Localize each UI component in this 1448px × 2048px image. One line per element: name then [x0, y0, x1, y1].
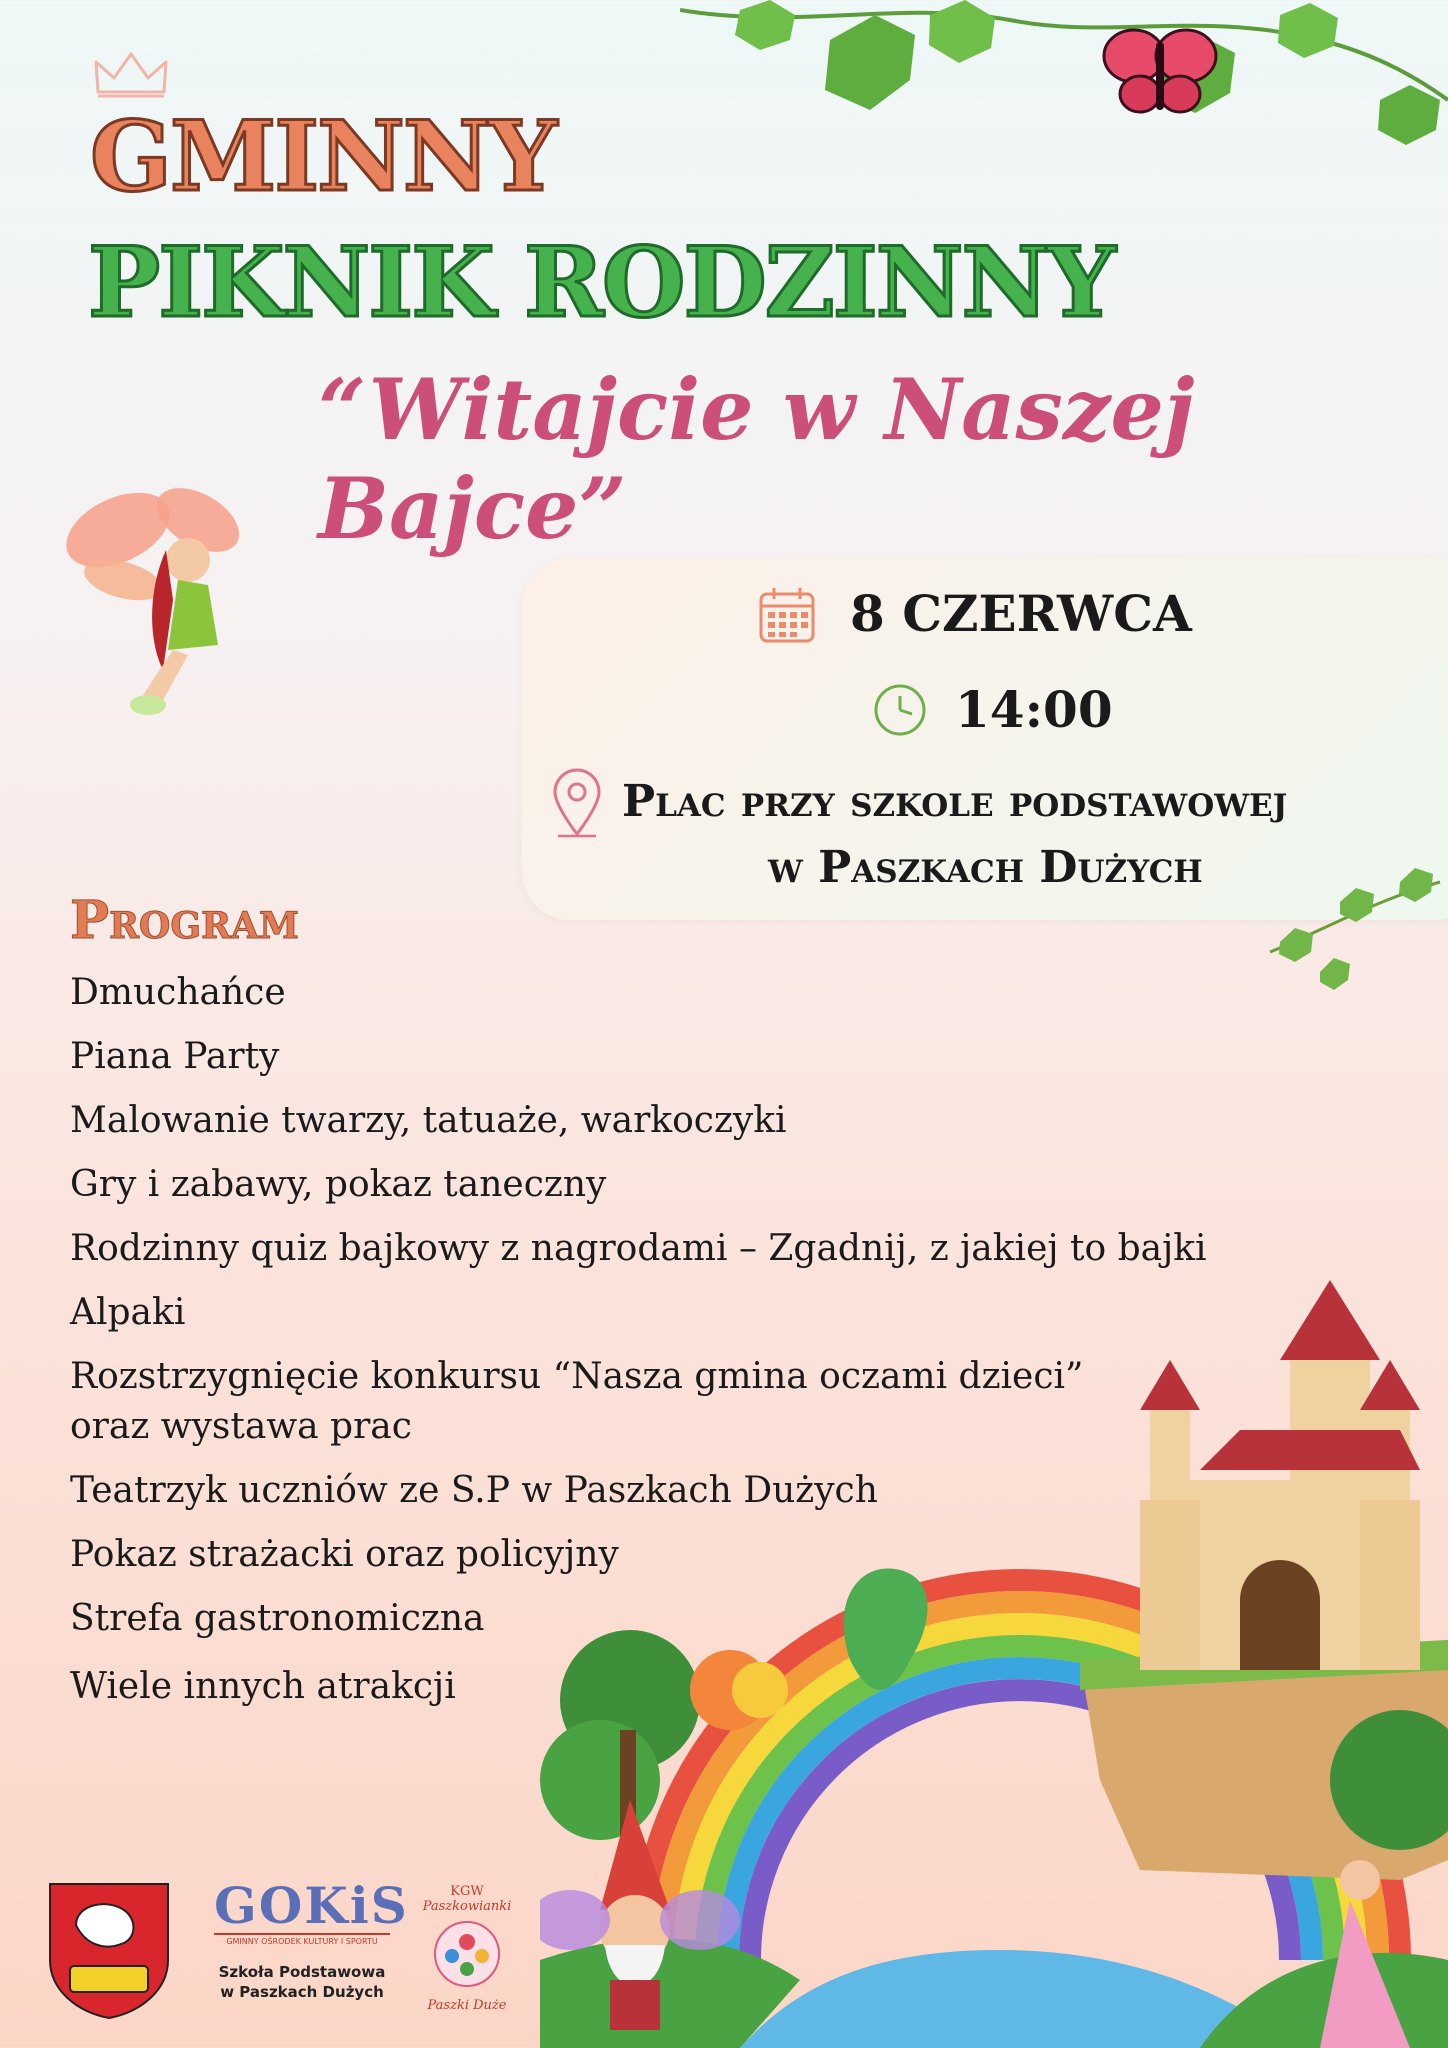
list-item: Pokaz strażacki oraz policyjny	[70, 1534, 619, 1575]
program-heading: Program	[70, 890, 299, 951]
coat-of-arms-logo	[46, 1880, 172, 2020]
school-name: Szkoła Podstawowa w Paszkach Dużych	[218, 1963, 386, 2001]
kgw-logo-name: Paszkowianki	[422, 1899, 512, 1914]
kgw-logo-bottom: Paszki Duże	[427, 1998, 507, 2013]
gokis-logo	[214, 1876, 409, 1946]
gokis-logo-text: GOKiS	[214, 1876, 409, 1935]
list-item: Teatrzyk uczniów ze S.P w Paszkach Dużych	[70, 1470, 878, 1511]
crown-icon	[92, 48, 170, 100]
event-place-line2: w Paszkach Dużych	[768, 842, 1203, 893]
ivy-decoration-top	[680, 0, 1448, 170]
list-item: Gry i zabawy, pokaz taneczny	[70, 1164, 607, 1205]
list-item-extra: Wiele innych atrakcji	[70, 1666, 456, 1707]
clock-icon	[872, 682, 928, 738]
list-item: Piana Party	[70, 1036, 280, 1077]
gokis-logo-subtext: GMINNY OŚRODEK KULTURY I SPORTU	[214, 1933, 390, 1946]
kgw-logo-top: KGW	[450, 1884, 484, 1899]
event-place-line1: Plac przy szkole podstawowej	[622, 776, 1288, 827]
butterfly-icon	[1100, 22, 1220, 122]
subtitle: “Witajcie w Naszej Bajce”	[318, 360, 1195, 558]
title-piknik-rodzinny: PIKNIK RODZINNY	[88, 226, 1114, 339]
location-pin-icon	[550, 768, 604, 838]
fairytale-scene-illustration	[540, 1260, 1448, 2048]
kgw-logo	[412, 1884, 522, 2024]
ivy-decoration-small	[1260, 862, 1448, 992]
event-time: 14:00	[955, 680, 1113, 739]
list-item: Alpaki	[70, 1292, 186, 1333]
list-item: Dmuchańce	[70, 972, 286, 1013]
list-item: Rozstrzygnięcie konkursu “Nasza gmina oczami dzieci” oraz wystawa prac	[70, 1356, 1084, 1447]
event-date: 8 CZERWCA	[850, 584, 1192, 643]
title-gminny: GMINNY	[90, 100, 556, 213]
list-item: Rodzinny quiz bajkowy z nagrodami – Zgadnij, z jakiej to bajki	[70, 1228, 1207, 1269]
folk-flower-icon	[422, 1914, 512, 1994]
fairy-illustration	[48, 450, 278, 730]
calendar-icon	[758, 586, 816, 644]
list-item: Strefa gastronomiczna	[70, 1598, 485, 1639]
list-item: Malowanie twarzy, tatuaże, warkoczyki	[70, 1100, 787, 1141]
